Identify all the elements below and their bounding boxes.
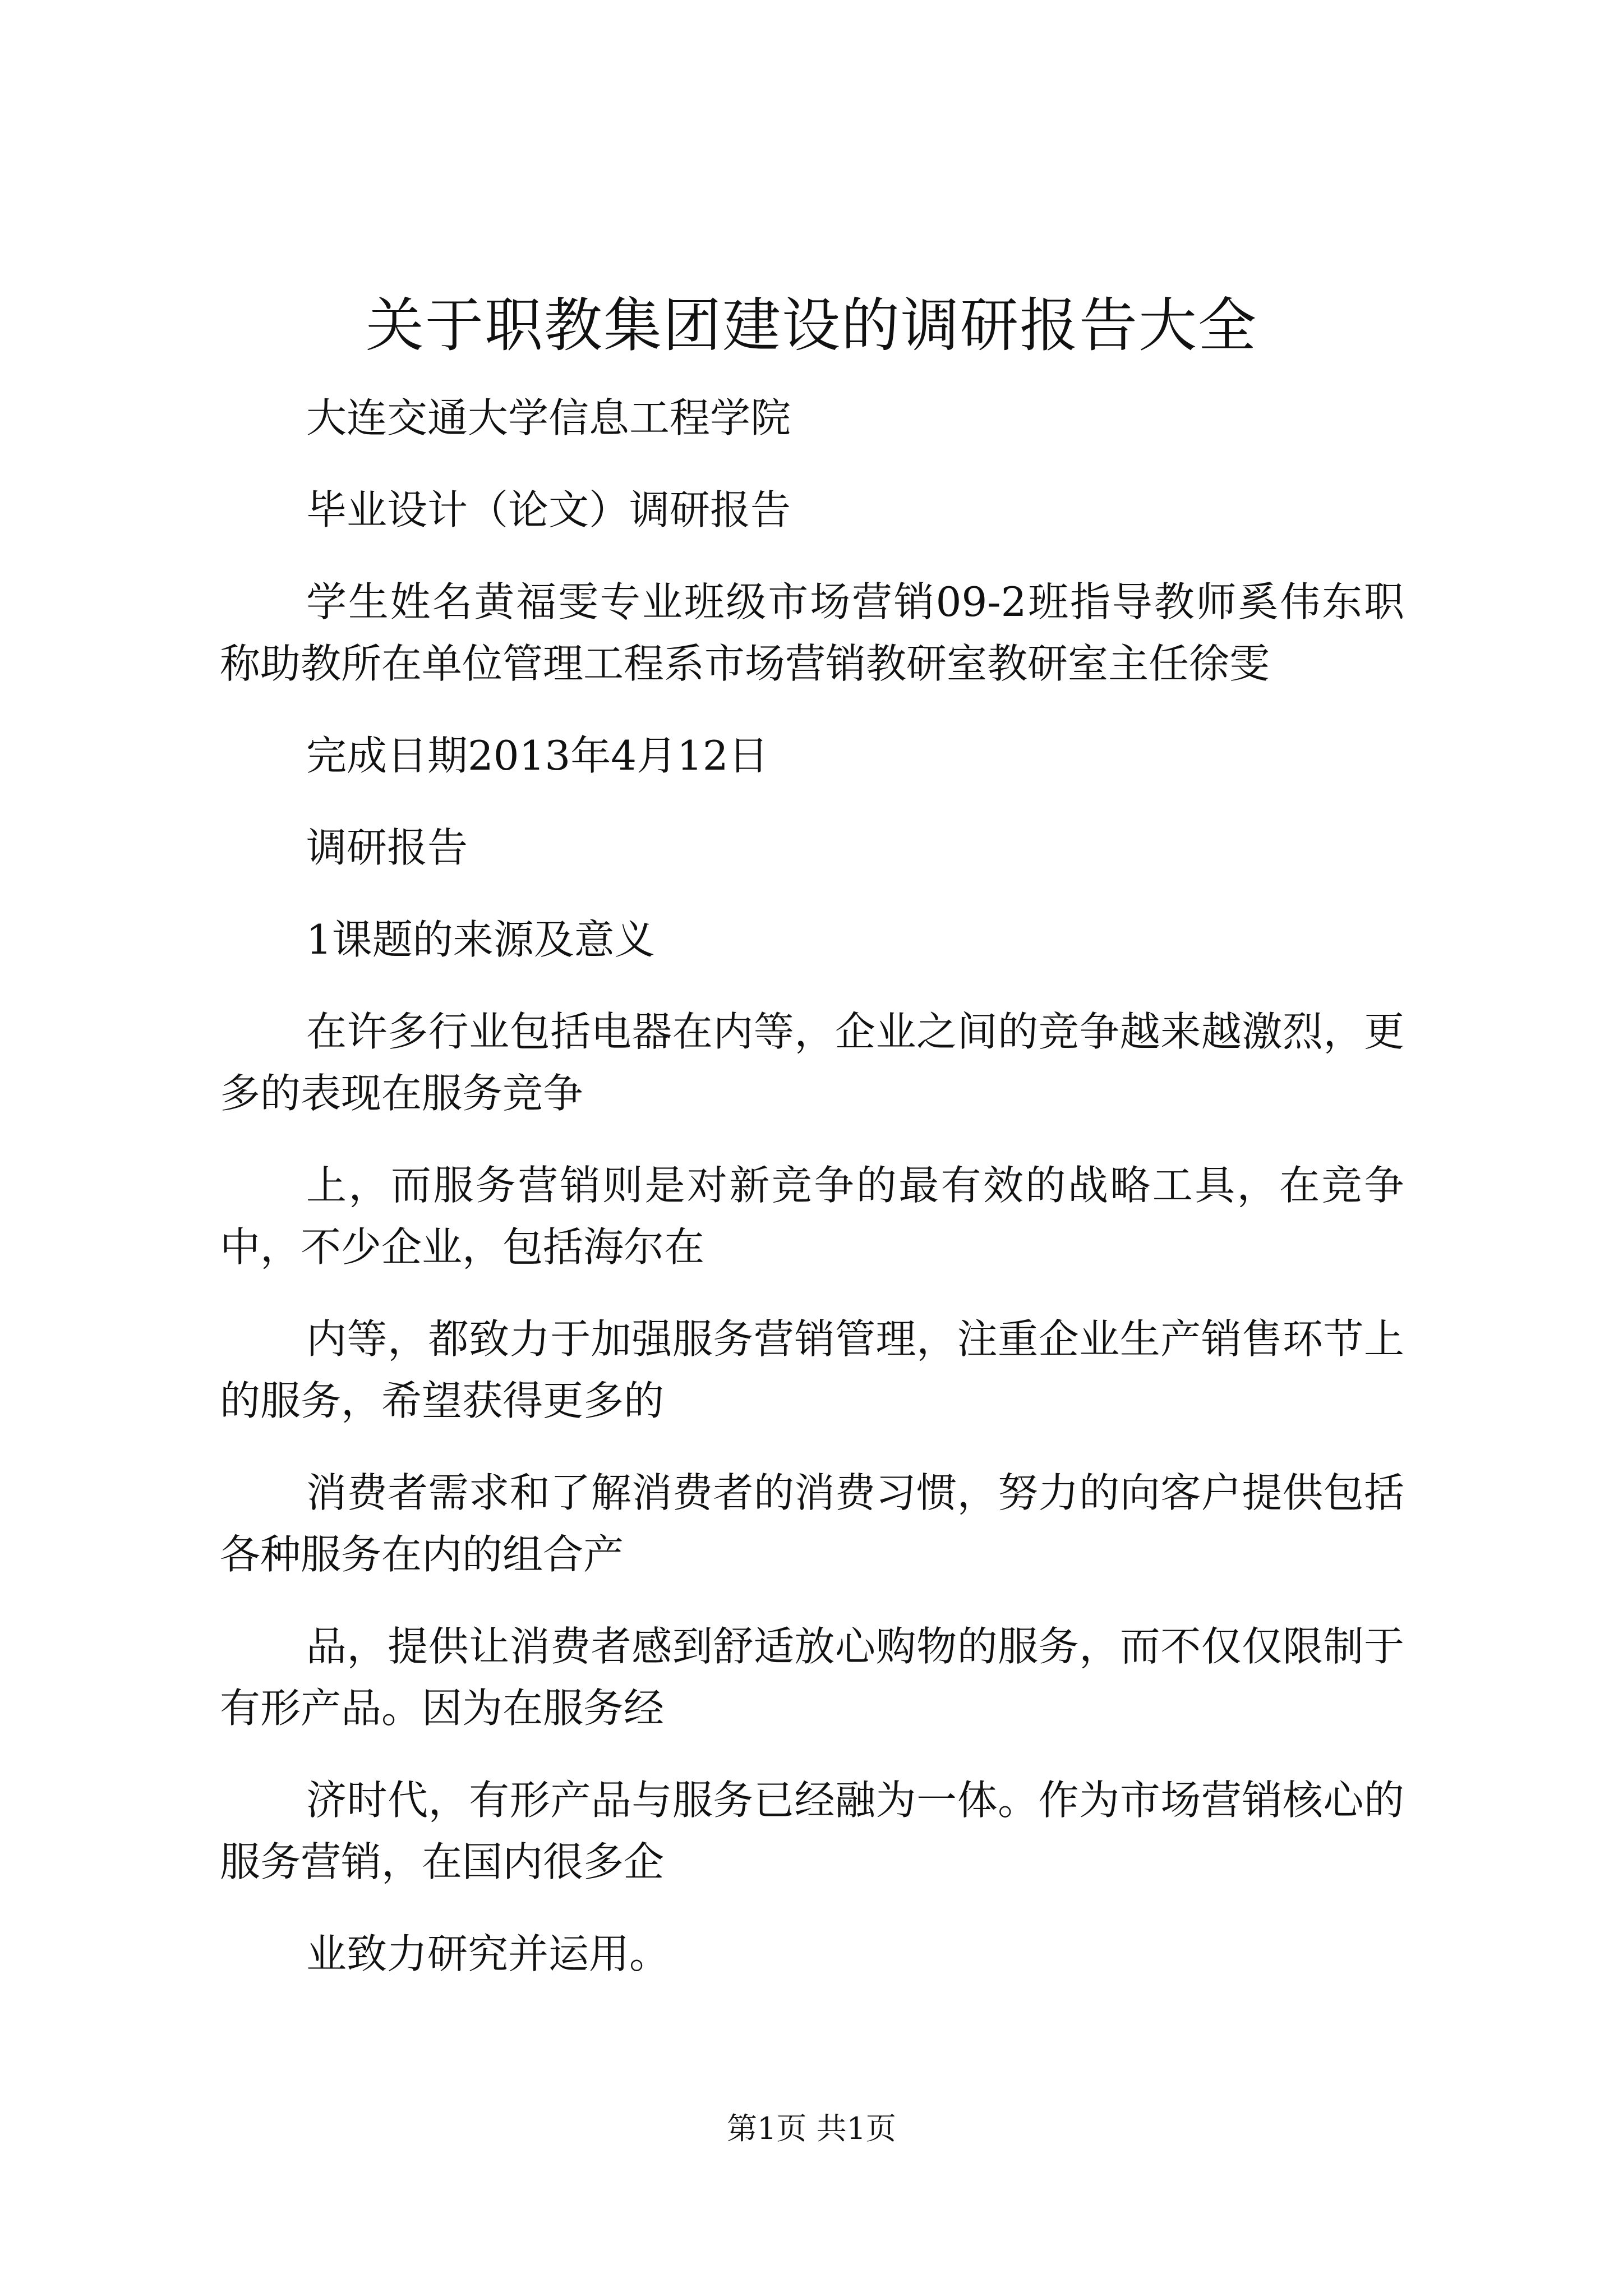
paragraph: 在许多行业包括电器在内等，企业之间的竞争越来越激烈，更多的表现在服务竞争 <box>220 1008 1404 1117</box>
paragraph: 学生姓名黄福雯专业班级市场营销09-2班指导教师奚伟东职称助教所在单位管理工程系市场营销教研室教研室主任徐雯 <box>220 578 1404 687</box>
paragraph: 济时代，有形产品与服务已经融为一体。作为市场营销核心的服务营销，在国内很多企 <box>220 1777 1404 1885</box>
page-footer: 第1页 共1页 <box>727 2111 896 2146</box>
paragraph: 业致力研究并运用。 <box>306 1930 670 1977</box>
paragraph: 内等，都致力于加强服务营销管理，注重企业生产销售环节上的服务，希望获得更多的 <box>220 1315 1404 1424</box>
document-title: 关于职教集团建设的调研报告大全 <box>365 291 1257 360</box>
paragraph: 消费者需求和了解消费者的消费习惯，努力的向客户提供包括各种服务在内的组合产 <box>220 1469 1404 1578</box>
document-body <box>220 387 1404 2015</box>
paragraph: 1课题的来源及意义 <box>306 916 655 963</box>
paragraph: 调研报告 <box>306 824 468 871</box>
paragraph: 品，提供让消费者感到舒适放心购物的服务，而不仅仅限制于有形产品。因为在服务经 <box>220 1623 1404 1732</box>
paragraph: 大连交通大学信息工程学院 <box>306 394 791 441</box>
paragraph: 上，而服务营销则是对新竞争的最有效的战略工具，在竞争中，不少企业，包括海尔在 <box>220 1162 1404 1271</box>
paragraph: 完成日期2013年4月12日 <box>306 732 769 779</box>
paragraph: 毕业设计（论文）调研报告 <box>306 486 791 533</box>
